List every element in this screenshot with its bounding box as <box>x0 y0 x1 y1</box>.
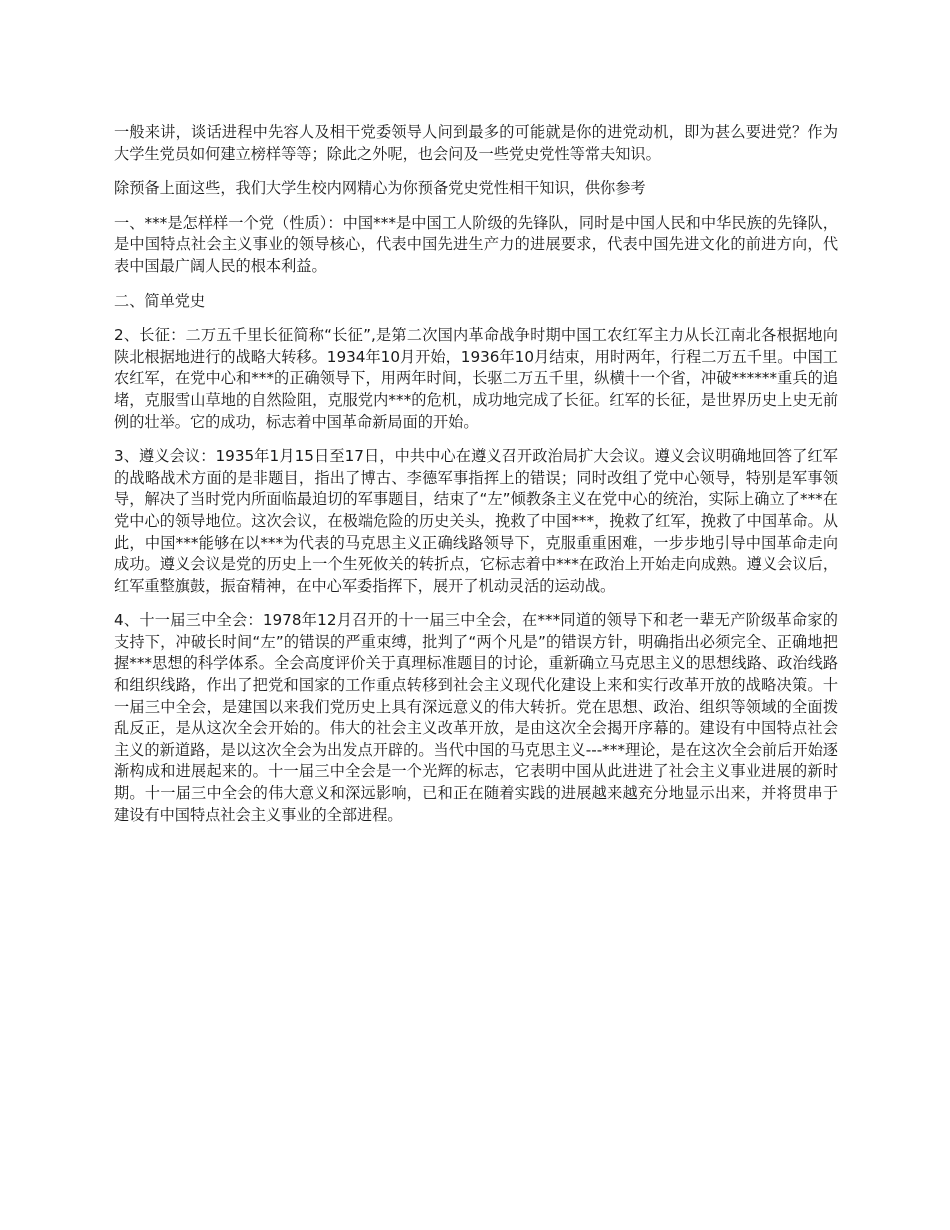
paragraph-preparation: 除预备上面这些，我们大学生校内网精心为你预备党史党性相干知识，供你参考 <box>114 179 646 198</box>
paragraph-party-nature: 一、***是怎样样一个党（性质）：中国***是中国工人阶级的先锋队，同时是中国人民和中华民族的先锋队，是中国特点社会主义事业的领导核心，代表中国先进生产力的进展要求，代表中国先进文化的前进方向，代表中国最广阔人民的根本利益。 <box>114 213 838 275</box>
document-body <box>114 122 838 839</box>
paragraph-zunyi-conference: 3、遵义会议：1935年1月15日至17日，中共中心在遵义召开政治局扩大会议。遵义会议明确地回答了红军的战略战术方面的是非题目，指出了博古、李德军事指挥上的错误；同时改组了党中心领导，特别是军事领导，解决了当时党内所面临最迫切的军事题目，结束了“左”倾教条主义在党中心的统治，实际上确立了***在党中心的领导地位。这次会议，在极端危险的历史关头，挽救了中国***，挽救了红军，挽救了中国革命。从此，中国***能够在以***为代表的马克思主义正确线路领导下，克服重重困难，一步步地引导中国革命走向成功。遵义会议是党的历史上一个生死攸关的转折点，它标志着中***在政治上开始走向成熟。遵义会议后，红军重整旗鼓，振奋精神，在中心军委指挥下，展开了机动灵活的运动战。 <box>114 447 838 595</box>
paragraph-third-plenum: 4、十一届三中全会：1978年12月召开的十一届三中全会，在***同道的领导下和老一辈无产阶级革命家的支持下，冲破长时间“左”的错误的严重束缚，批判了“两个凡是”的错误方针，明确指出必须完全、正确地把握***思想的科学体系。全会高度评价关于真理标准题目的讨论，重新确立马克思主义的思想线路、政治线路和组织线路，作出了把党和国家的工作重点转移到社会主义现代化建设上来和实行改革开放的战略决策。十一届三中全会，是建国以来我们党历史上具有深远意义的伟大转折。党在思想、政治、组织等领域的全面拨乱反正，是从这次全会开始的。伟大的社会主义改革开放，是由这次全会揭开序幕的。建设有中国特点社会主义的新道路，是以这次全会为出发点开辟的。当代中国的马克思主义---***理论，是在这次全会前后开始逐渐构成和进展起来的。十一届三中全会是一个光辉的标志，它表明中国从此进进了社会主义事业进展的新时期。十一届三中全会的伟大意义和深远影响，已和正在随着实践的进展越来越充分地显示出来，并将贯串于建设有中国特点社会主义事业的全部进程。 <box>114 611 838 824</box>
paragraph-long-march: 2、长征：二万五千里长征简称“长征”,是第二次国内革命战争时期中国工农红军主力从长江南北各根据地向陕北根据地进行的战略大转移。1934年10月开始，1936年10月结束，用时两年，行程二万五千里。中国工农红军，在党中心和***的正确领导下，用两年时间，长驱二万五千里，纵横十一个省，冲破******重兵的追堵，克服雪山草地的自然险阻，克服党内***的危机，成功地完成了长征。红军的长征，是世界历史上史无前例的壮举。它的成功，标志着中国革命新局面的开始。 <box>114 326 838 431</box>
paragraph-intro: 一般来讲，谈话进程中先容人及相干党委领导人问到最多的可能就是你的进党动机，即为甚么要进党？作为大学生党员如何建立榜样等等；除此之外呢，也会问及一些党史党性等常夫知识。 <box>114 123 838 163</box>
section-heading-party-history: 二、简单党史 <box>114 291 206 310</box>
